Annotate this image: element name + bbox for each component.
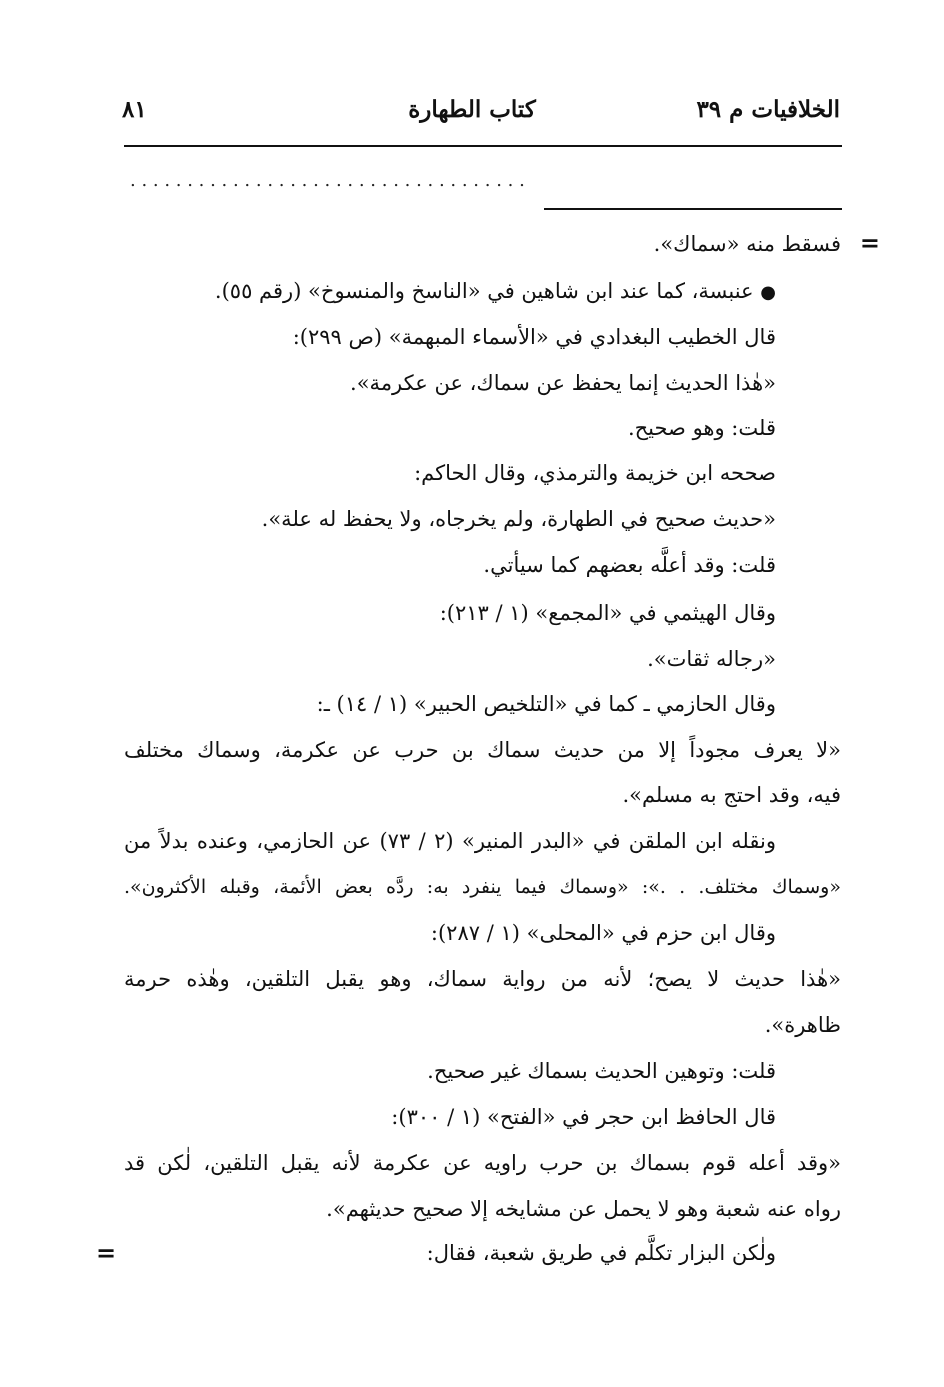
continuation-mark-top: = xyxy=(859,228,880,257)
text-line: «وسماك مختلف. . .»: «وسماك فيما ينفرد به: ردَّه بعض الأئمة، وقبله الأكثرون». xyxy=(124,876,841,898)
footnote-dots: . . . . . . . . . . . . . . . . . . . . . . . . . . . . . . . . . . . xyxy=(130,170,525,190)
text-line: «لا يعرف مجوداً إلا من حديث سماك بن حرب عن عكرمة، وسماك مختلف xyxy=(124,738,841,762)
text-line: رواه عنه شعبة وهو لا يحمل عن مشايخه إلا صحيح حديثهم». xyxy=(326,1197,841,1221)
text-line: «رجاله ثقات». xyxy=(647,647,776,671)
bullet-text: عنبسة، كما عند ابن شاهين في «الناسخ والمنسوخ» (رقم ٥٥). xyxy=(214,279,754,303)
bullet-icon: ● xyxy=(760,282,776,303)
text-line: «حديث صحيح في الطهارة، ولم يخرجاه، ولا يحفظ له علة». xyxy=(261,507,776,531)
text-line: ونقله ابن الملقن في «البدر المنير» (٢ / ٧٣) عن الحازمي، وعنده بدلاً من xyxy=(124,829,776,853)
text-line: قلت: وتوهين الحديث بسماك غير صحيح. xyxy=(427,1059,776,1083)
text-line: «هٰذا الحديث إنما يحفظ عن سماك، عن عكرمة». xyxy=(350,371,776,395)
running-header-title: الخلافيات م ٣٩ xyxy=(696,96,840,123)
running-header-chapter: كتاب الطهارة xyxy=(408,96,536,123)
footnote-rule xyxy=(544,208,842,210)
text-line: قال الحافظ ابن حجر في «الفتح» (١ / ٣٠٠): xyxy=(391,1105,776,1129)
text-line: ظاهرة». xyxy=(764,1013,841,1037)
continuation-mark-bottom: = xyxy=(96,1238,117,1267)
text-line: فسقط منه «سماك». xyxy=(653,232,841,256)
text-line: قلت: وقد أعلَّه بعضهم كما سيأتي. xyxy=(483,553,776,577)
text-line: وقال ابن حزم في «المحلى» (١ / ٢٨٧): xyxy=(430,921,776,945)
text-line: «وقد أعله قوم بسماك بن حرب راويه عن عكرمة لأنه يقبل التلقين، لٰكن قد xyxy=(124,1151,841,1175)
text-line: «هٰذا حديث لا يصح؛ لأنه من رواية سماك، وهو يقبل التلقين، وهٰذه حرمة xyxy=(124,967,841,991)
text-line-bullet xyxy=(215,276,776,308)
text-line: قال الخطيب البغدادي في «الأسماء المبهمة» (ص ٢٩٩): xyxy=(292,325,776,349)
page-number: ٨١ xyxy=(122,96,147,123)
text-line: فيه، وقد احتج به مسلم». xyxy=(622,783,841,807)
text-line: وقال الحازمي ـ كما في «التلخيص الحبير» (١ / ١٤) ـ: xyxy=(316,692,776,716)
text-line: صححه ابن خزيمة والترمذي، وقال الحاكم: xyxy=(414,461,776,485)
text-line: ولٰكن البزار تكلَّم في طريق شعبة، فقال: xyxy=(426,1241,776,1265)
text-line: قلت: وهو صحيح. xyxy=(627,416,776,440)
text-line: وقال الهيثمي في «المجمع» (١ / ٢١٣): xyxy=(439,601,776,625)
header-rule xyxy=(124,145,842,147)
